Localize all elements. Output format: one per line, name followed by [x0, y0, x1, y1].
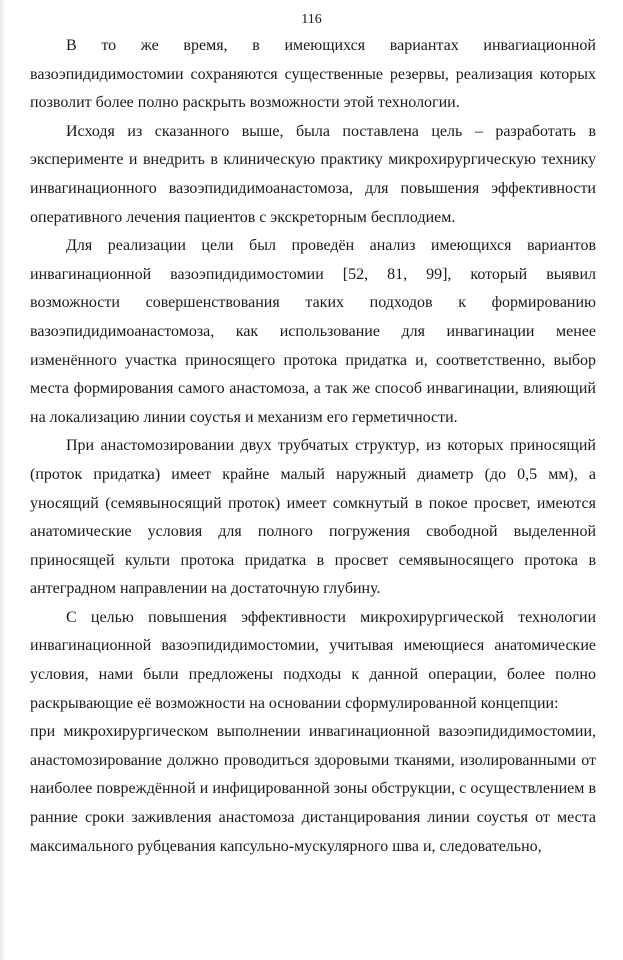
paragraph-2: Исходя из сказанного выше, была поставлена цель – разработать в эксперименте и внедрить в клиническую практику микрохирургическую технику инвагинационного вазоэпидидимоанастомоза, для повышения эффективности оперативного лечения пациентов с экскреторным бесплодием. [30, 122, 596, 226]
document-body [30, 32, 596, 861]
paragraph-4: При анастомозировании двух трубчатых структур, из которых приносящий (проток придатка) имеет крайне малый наружный диаметр (до 0,5 мм), а уносящий (семявыносящий проток) имеет сомкнутый в покое просвет, имеются анатомические условия для полного погружения свободной выделенной приносящей культи протока придатка в просвет семявыносящего протока в антеградном направлении на достаточную глубину. [30, 437, 596, 598]
paragraph-6: при микрохирургическом выполнении инвагинационной вазоэпидидимостомии, анастомозирование должно проводиться здоровыми тканями, изолированными от наиболее повреждённой и инфицированной зоны обструкции, с осуществлением в ранние сроки заживления анастомоза дистанцирования линии соустья от места максимального рубцевания капсульно-мускулярного шва и, следовательно, [30, 723, 596, 855]
paragraph-3: Для реализации цели был проведён анализ имеющихся вариантов инвагинационной вазоэпидидимостомии [52, 81, 99], который выявил возможности совершенствования таких подходов к формированию вазоэпидидимоанастомоза, как использование для инвагинации менее изменённого участка приносящего протока придатка и, соответственно, выбор места формирования самого анастомоза, а так же способ инвагинации, влияющий на локализацию линии соустья и механизм его герметичности. [30, 237, 596, 426]
page-edge-shadow [0, 0, 6, 960]
paragraph-5: С целью повышения эффективности микрохирургической технологии инвагинационной вазоэпидидимостомии, учитывая имеющиеся анатомические условия, нами были предложены подходы к данной операции, более полно раскрывающие её возможности на основании сформулированной концепции: [30, 608, 596, 712]
page-number: 116 [301, 12, 322, 27]
paragraph-1: В то же время, в имеющихся вариантах инвагиационной вазоэпидидимостомии сохраняются существенные резервы, реализация которых позволит более полно раскрыть возможности этой технологии. [30, 37, 596, 112]
